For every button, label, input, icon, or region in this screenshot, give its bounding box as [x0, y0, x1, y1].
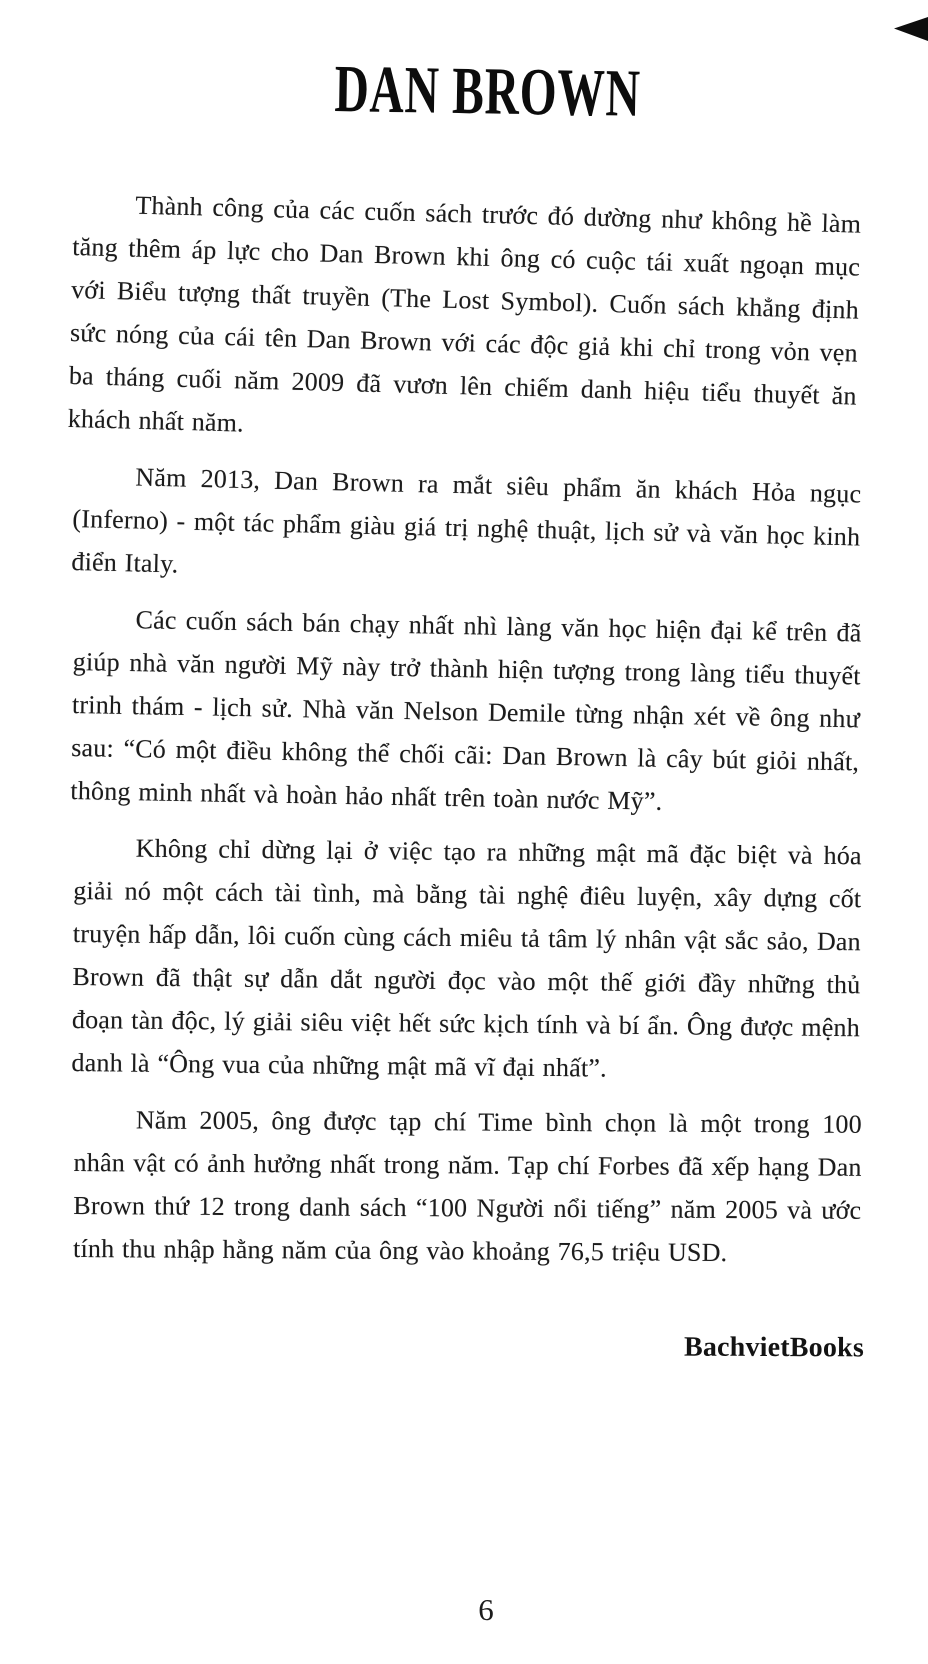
page-number: 6 — [478, 1592, 494, 1627]
page-title-text: DAN BROWN — [334, 51, 642, 132]
scan-corner-artifact-icon — [894, 17, 928, 41]
paragraph-2: Năm 2013, Dan Brown ra mắt siêu phẩm ăn khách Hỏa ngục (Inferno) - một tác phẩm giàu giá trị nghệ thuật, lịch sử và văn học kinh điển Italy. — [71, 462, 862, 579]
paragraph-3: Các cuốn sách bán chạy nhất nhì làng văn học hiện đại kể trên đã giúp nhà văn người Mỹ này trở thành hiện tượng trong làng tiểu thuyết trinh thám - lịch sử. Nhà văn Nelson Demile từng nhận xét về ông như sau: “Có một điều không thể chối cãi: Dan Brown là cây bút giỏi nhất, thông minh nhất và hoàn hảo nhất trên toàn nước Mỹ”. — [70, 605, 862, 816]
publisher-signature: BachvietBooks — [683, 1331, 865, 1364]
page-title — [0, 51, 928, 132]
body-text — [67, 182, 862, 1284]
paragraph-5: Năm 2005, ông được tạp chí Time bình chọn là một trong 100 nhân vật có ảnh hưởng nhất trong năm. Tạp chí Forbes đã xếp hạng Dan Brown thứ 12 trong danh sách “100 Người nổi tiếng” năm 2005 và ước tính thu nhập hằng năm của ông vào khoảng 76,5 triệu USD. — [72, 1105, 862, 1267]
paragraph-4: Không chỉ dừng lại ở việc tạo ra những mật mã đặc biệt và hóa giải nó một cách tài tình, mà bằng tài nghệ điêu luyện, xây dựng cốt truyện hấp dẫn, lôi cuốn cùng cách miêu tả tâm lý nhân vật sắc sảo, Dan Brown đã thật sự dẫn dắt người đọc vào một thế giới đầy những thủ đoạn tàn độc, lý giải siêu việt hết sức kịch tính và bí ẩn. Ông được mệnh danh là “Ông vua của những mật mã vĩ đại nhất”. — [71, 833, 862, 1083]
paragraph-1: Thành công của các cuốn sách trước đó dường như không hề làm tăng thêm áp lực cho Dan Brown khi ông có cuộc tái xuất ngoạn mục với Biểu tượng thất truyền (The Lost Symbol). Cuốn sách khẳng định sức nóng của cái tên Dan Brown với các độc giả khi chỉ trong vỏn vẹn ba tháng cuối năm 2009 đã vươn lên chiếm danh hiệu tiểu thuyết ăn khách nhất năm. — [67, 190, 862, 438]
